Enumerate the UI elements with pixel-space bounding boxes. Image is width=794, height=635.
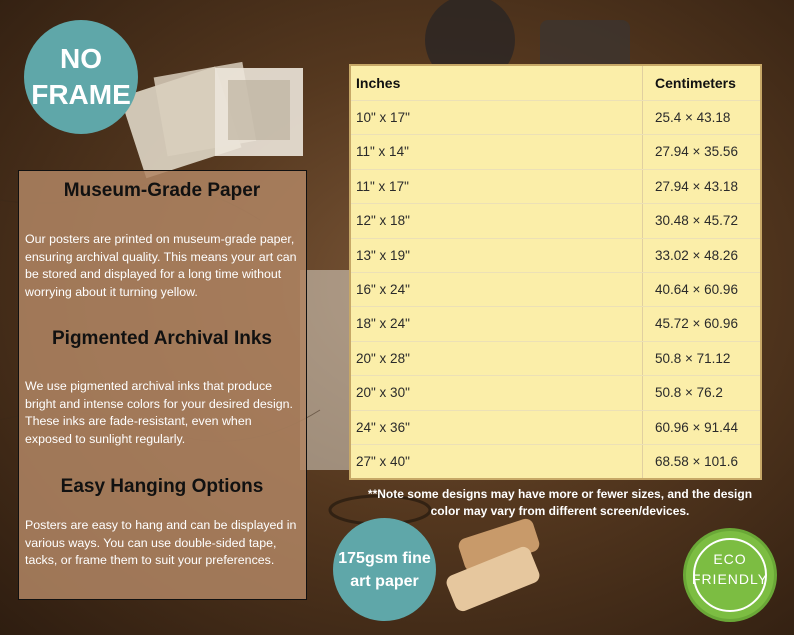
size-centimeters: 25.4 × 43.18 bbox=[655, 110, 731, 125]
feature-text: We use pigmented archival inks that produce bright and intense colors for your desired design. These inks are fade-resistant, even when exposed to sunlight regularly. bbox=[25, 379, 293, 446]
size-centimeters: 60.96 × 91.44 bbox=[655, 419, 738, 435]
table-row bbox=[351, 444, 760, 480]
size-centimeters: 30.48 × 45.72 bbox=[655, 213, 738, 229]
table-row bbox=[351, 341, 760, 377]
feature-text: Our posters are printed on museum-grade paper, ensuring archival quality. This means your art can be stored and displayed for a long time without worrying about it turning yellow. bbox=[25, 232, 297, 299]
size-centimeters: 27.94 × 43.18 bbox=[655, 178, 738, 194]
table-row bbox=[351, 169, 760, 205]
feature-heading: Pigmented Archival Inks bbox=[52, 328, 272, 349]
size-table bbox=[349, 64, 762, 480]
size-inches: 11" x 17" bbox=[356, 178, 409, 194]
table-row bbox=[351, 410, 760, 446]
no-frame-badge bbox=[24, 20, 138, 134]
paper-line1: 175gsm fine bbox=[338, 549, 431, 567]
header-centimeters: Centimeters bbox=[655, 75, 736, 91]
table-header bbox=[351, 66, 760, 100]
size-inches: 20" x 28" bbox=[356, 350, 410, 366]
header-inches: Inches bbox=[356, 75, 401, 91]
size-inches: 13" x 19" bbox=[356, 247, 410, 263]
size-centimeters: 45.72 × 60.96 bbox=[655, 316, 738, 332]
size-centimeters: 50.8 × 76.2 bbox=[655, 385, 723, 401]
size-centimeters: 33.02 × 48.26 bbox=[655, 247, 738, 263]
size-centimeters: 68.58 × 101.6 bbox=[655, 454, 738, 469]
table-row bbox=[351, 238, 760, 274]
size-inches: 20" x 30" bbox=[356, 385, 410, 401]
features-panel bbox=[18, 170, 307, 600]
size-inches: 24" x 36" bbox=[356, 419, 410, 435]
eco-friendly-badge bbox=[683, 528, 777, 622]
size-inches: 10" x 17" bbox=[356, 110, 410, 125]
eco-line2: FRIENDLY bbox=[691, 571, 769, 587]
no-frame-line2: FRAME bbox=[31, 79, 131, 110]
table-row bbox=[351, 203, 760, 239]
feature-text: Posters are easy to hang and can be displayed in various ways. You can use double-sided tape, tacks, or frame them to suit your preferences. bbox=[25, 518, 297, 567]
size-inches: 18" x 24" bbox=[356, 316, 410, 332]
paper-weight-badge bbox=[333, 518, 436, 621]
no-frame-line1: NO bbox=[60, 43, 102, 74]
table-row bbox=[351, 134, 760, 170]
size-inches: 11" x 14" bbox=[356, 144, 409, 160]
table-row bbox=[351, 306, 760, 342]
feature-heading: Museum-Grade Paper bbox=[63, 180, 261, 201]
size-note: **Note some designs may have more or fewer sizes, and the design color may vary from different screen/devices. bbox=[367, 487, 753, 518]
size-inches: 16" x 24" bbox=[356, 282, 410, 297]
size-inches: 12" x 18" bbox=[356, 213, 410, 229]
size-centimeters: 40.64 × 60.96 bbox=[655, 282, 738, 297]
table-row bbox=[351, 375, 760, 411]
size-inches: 27" x 40" bbox=[356, 454, 410, 469]
paper-line2: art paper bbox=[350, 572, 419, 590]
feature-heading: Easy Hanging Options bbox=[60, 476, 264, 497]
size-centimeters: 50.8 × 71.12 bbox=[655, 350, 731, 366]
table-row bbox=[351, 100, 760, 136]
table-row bbox=[351, 272, 760, 308]
size-centimeters: 27.94 × 35.56 bbox=[655, 144, 738, 160]
eco-line1: ECO bbox=[713, 551, 747, 567]
